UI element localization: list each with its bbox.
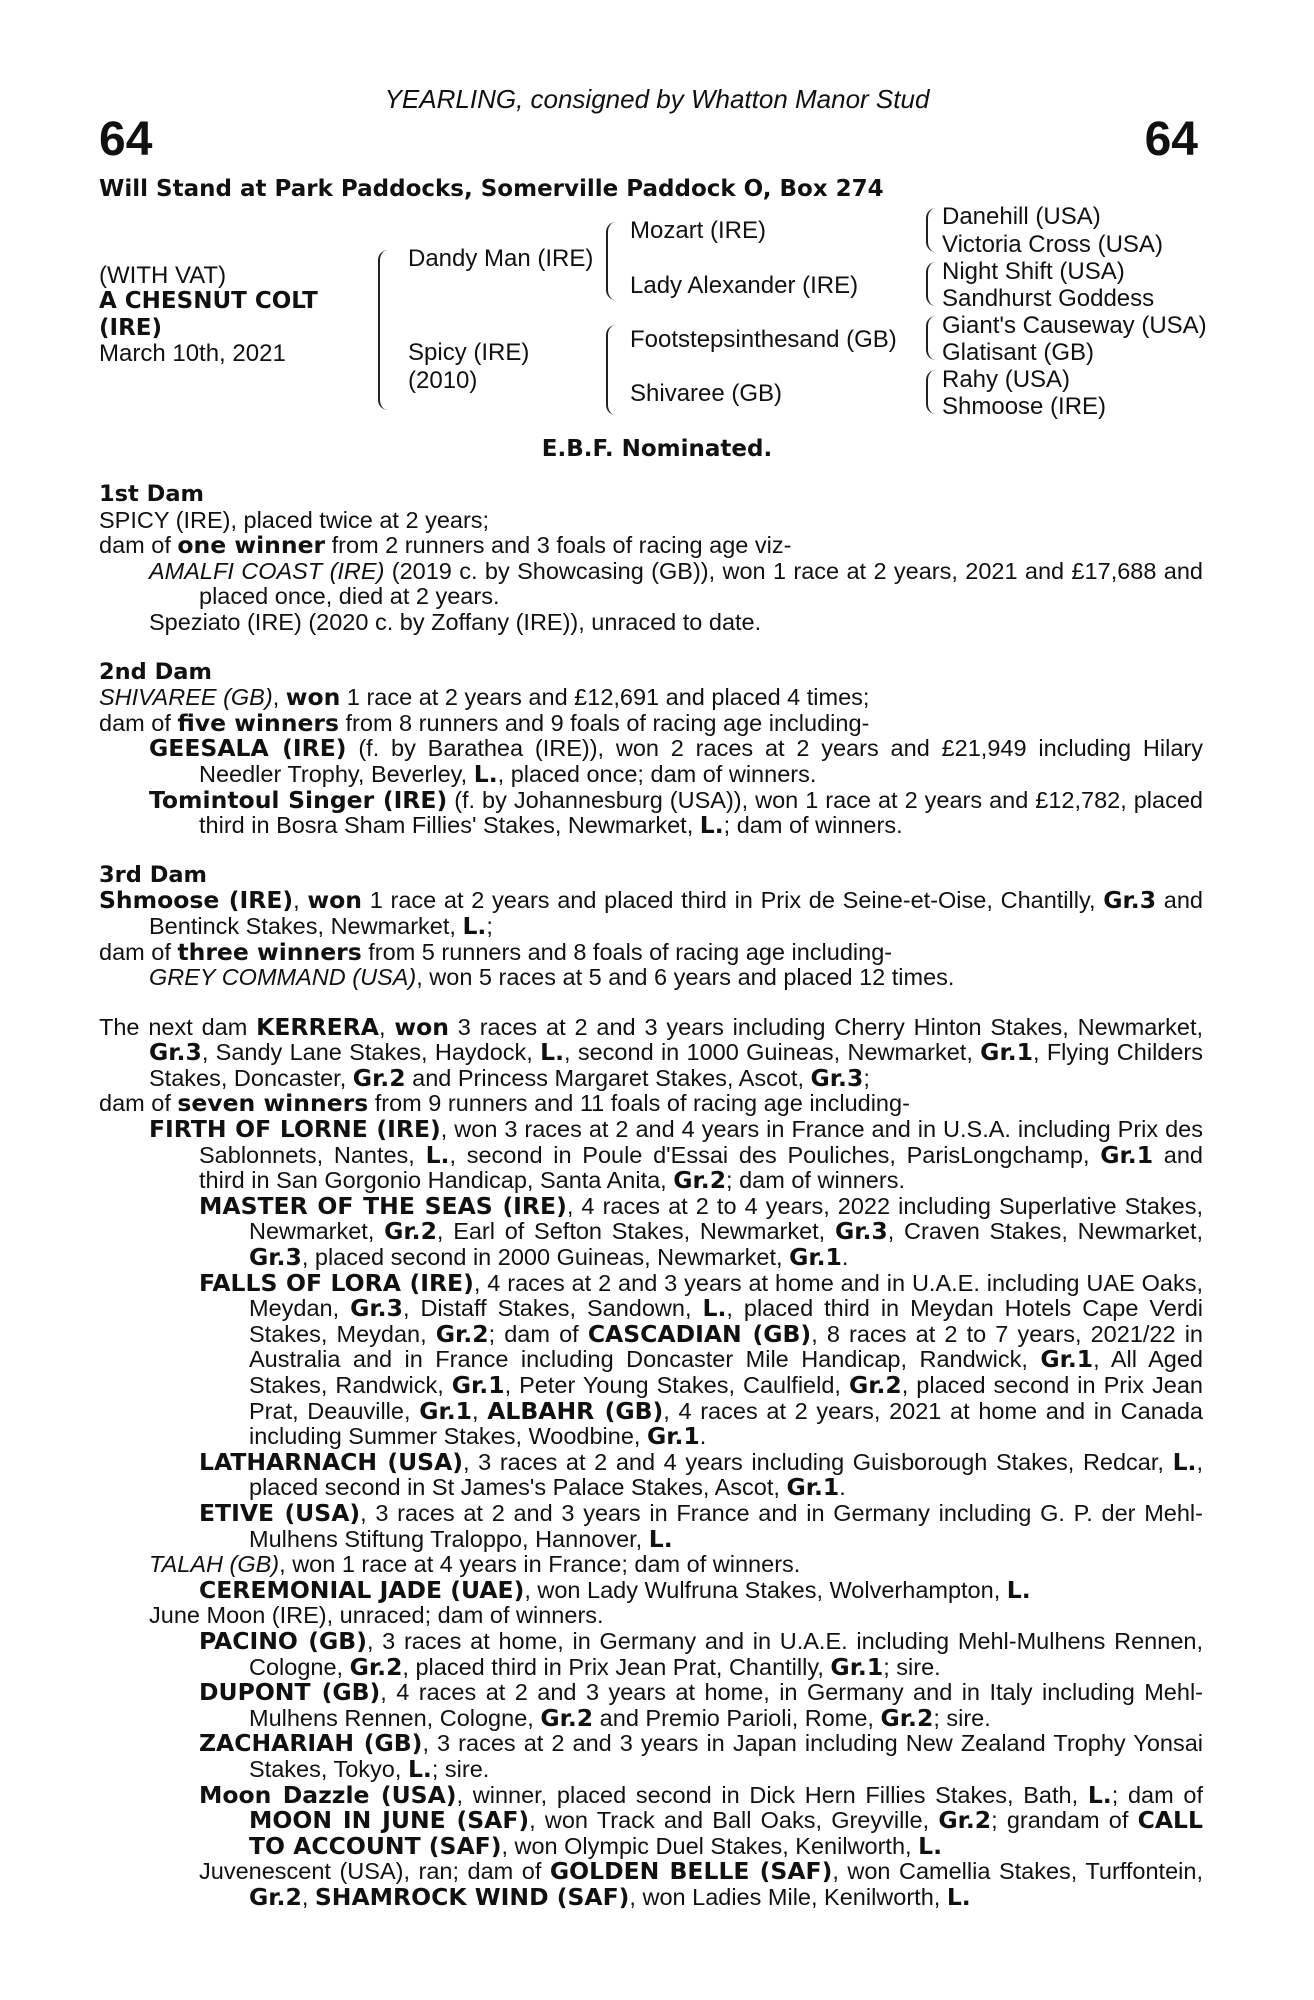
produce-moon-dazzle: Moon Dazzle (USA), winner, placed second in Dick Hern Fillies Stakes, Bath, L.; dam of MOON IN JUNE (SAF), won Track and Ball Oaks, Greyville, Gr.2; grandam of CALL TO ACCOUNT (SAF), won Olympic Duel Stakes, Kenilworth, L.: [199, 1780, 1203, 1860]
produce-grey-command: GREY COMMAND (USA), won 5 races at 5 and 6 years and placed 12 times.: [149, 964, 955, 991]
dam-dam: Shivaree (GB): [630, 380, 783, 407]
produce-geesala: GEESALA (IRE) (f. by Barathea (IRE)), won 2 races at 2 years and £21,949 including Hilary Needler Trophy, Beverley, L., placed once; dam of winners.: [149, 734, 1203, 788]
third-dam-produce: dam of three winners from 5 runners and 8 foals of racing age including-: [99, 937, 893, 966]
vat-note: (WITH VAT): [99, 262, 227, 289]
produce-firth-of-lorne: FIRTH OF LORNE (IRE), won 3 races at 2 and 4 years in France and in U.S.A. including Prix des Sablonnets, Nantes, L., second in Poule d'Essai des Pouliches, ParisLongchamp, Gr.1 and third in San Gorgonio Handicap, Santa Anita, Gr.2; dam of winners.: [149, 1115, 1204, 1195]
next-dam-line: The next dam KERRERA, won 3 races at 2 and 3 years including Cherry Hinton Stakes, Newmarket, Gr.3, Sandy Lane Stakes, Haydock, L., second in 1000 Guineas, Newmarket, Gr.1, Flying Childers Stakes, Doncaster, Gr.2 and Princess Margaret Stakes, Ascot, Gr.3;: [99, 1012, 1204, 1092]
ebf-nominated: E.B.F. Nominated.: [541, 436, 773, 462]
third-dam-heading: 3rd Dam: [99, 861, 207, 888]
ssd: Victoria Cross (USA): [942, 231, 1163, 258]
produce-ceremonial-jade: CEREMONIAL JADE (UAE), won Lady Wulfruna Stakes, Wolverhampton, L.: [199, 1575, 1031, 1604]
consignment-line: YEARLING, consigned by Whatton Manor Stud: [384, 84, 930, 114]
brace-sire: [606, 222, 618, 300]
third-dam-line: Shmoose (IRE), won 1 race at 2 years and placed third in Prix de Seine-et-Oise, Chantilly, Gr.3 and Bentinck Stakes, Newmarket, L.;: [99, 886, 1203, 940]
dsd: Glatisant (GB): [942, 339, 1095, 366]
foaling-date: March 10th, 2021: [99, 340, 286, 367]
dam-sire: Footstepsinthesand (GB): [630, 326, 897, 353]
brace-ds: [926, 316, 936, 360]
produce-speziato: Speziato (IRE) (2020 c. by Zoffany (IRE)), unraced to date.: [149, 608, 762, 635]
produce-latharnach: LATHARNACH (USA), 3 races at 2 and 4 years including Guisborough Stakes, Redcar, L., placed second in St James's Palace Stakes, Ascot, Gr.1.: [199, 1447, 1203, 1502]
second-dam-produce: dam of five winners from 8 runners and 9 foals of racing age including-: [99, 708, 870, 737]
sire-dam: Lady Alexander (IRE): [630, 272, 859, 299]
brace-dam: [606, 325, 618, 415]
produce-dupont: DUPONT (GB), 4 races at 2 and 3 years at home, in Germany and in Italy including Mehl-Mulhens Rennen, Cologne, Gr.2 and Premio Parioli, Rome, Gr.2; sire.: [199, 1678, 1203, 1732]
brace-dd: [926, 370, 936, 414]
dss: Giant's Causeway (USA): [942, 312, 1207, 339]
brace-ss: [926, 208, 936, 252]
ddd: Shmoose (IRE): [942, 393, 1107, 420]
first-dam-heading: 1st Dam: [99, 481, 204, 507]
first-dam-line: SPICY (IRE), placed twice at 2 years;: [99, 506, 490, 533]
sire-sire: Mozart (IRE): [630, 217, 767, 244]
second-dam-heading: 2nd Dam: [99, 658, 212, 685]
next-dam-produce: dam of seven winners from 9 runners and 11 foals of racing age including-: [99, 1089, 910, 1118]
produce-tomintoul: Tomintoul Singer (IRE) (f. by Johannesburg (USA)), won 1 race at 2 years and £12,782, placed third in Bosra Sham Fillies' Stakes, Newmarket, L.; dam of winners.: [149, 785, 1203, 840]
horse-title-2: (IRE): [99, 315, 163, 341]
dam-name: Spicy (IRE): [408, 339, 530, 366]
produce-etive: ETIVE (USA), 3 races at 2 and 3 years in France and in Germany including G. P. der Mehl-Mulhens Stiftung Traloppo, Hannover, L.: [199, 1498, 1203, 1553]
dds: Rahy (USA): [942, 366, 1071, 393]
produce-falls-of-lora: FALLS OF LORA (IRE), 4 races at 2 and 3 years at home and in U.A.E. including UAE Oaks, Meydan, Gr.3, Distaff Stakes, Sandown, L., placed third in Meydan Hotels Cape Verdi Stakes, Meydan, Gr.2; dam of CASCADIAN (GB), 8 races at 2 to 7 years, 2021/22 in Australia and in France including Doncaster Mile Handicap, Randwick, Gr.1, All Aged Stakes, Randwick, Gr.1, Peter Young Stakes, Caulfield, Gr.2, placed second in Prix Jean Prat, Deauville, Gr.1, ALBAHR (GB), 4 races at 2 years, 2021 at home and in Canada including Summer Stakes, Woodbine, Gr.1.: [199, 1268, 1203, 1451]
brace-sd: [926, 262, 936, 306]
produce-juvenescent: Juvenescent (USA), ran; dam of GOLDEN BELLE (SAF), won Camellia Stakes, Turffontein, Gr.2, SHAMROCK WIND (SAF), won Ladies Mile, Kenilworth, L.: [199, 1857, 1203, 1911]
produce-pacino: PACINO (GB), 3 races at home, in Germany and in U.A.E. including Mehl-Mulhens Rennen, Cologne, Gr.2, placed third in Prix Jean Prat, Chantilly, Gr.1; sire.: [199, 1626, 1203, 1681]
sds: Night Shift (USA): [942, 258, 1125, 285]
produce-zachariah: ZACHARIAH (GB), 3 races at 2 and 3 years in Japan including New Zealand Trophy Yonsai Stakes, Tokyo, L.; sire.: [199, 1729, 1204, 1783]
sss: Danehill (USA): [942, 203, 1101, 230]
catalogue-body: [99, 482, 1203, 1910]
produce-june-moon: June Moon (IRE), unraced; dam of winners.: [149, 1602, 604, 1629]
lot-number-right: 64: [1144, 113, 1198, 166]
sire: Dandy Man (IRE): [408, 245, 594, 272]
first-dam-produce: dam of one winner from 2 runners and 3 foals of racing age viz-: [99, 531, 792, 560]
sdd: Sandhurst Goddess: [942, 285, 1155, 312]
second-dam-line: SHIVAREE (GB), won 1 race at 2 years and £12,691 and placed 4 times;: [99, 683, 870, 712]
stand-location: Will Stand at Park Paddocks, Somerville Paddock O, Box 274: [99, 176, 884, 202]
produce-talah: TALAH (GB), won 1 race at 4 years in France; dam of winners.: [149, 1551, 801, 1578]
produce-amalfi: AMALFI COAST (IRE) (2019 c. by Showcasing (GB)), won 1 race at 2 years, 2021 and £17,688 and placed once, died at 2 years.: [149, 557, 1204, 610]
horse-title-1: A CHESNUT COLT: [99, 288, 318, 314]
brace-main: [378, 250, 392, 410]
lot-number-left: 64: [99, 113, 153, 166]
produce-master-of-the-seas: MASTER OF THE SEAS (IRE), 4 races at 2 to 4 years, 2022 including Superlative Stakes, Newmarket, Gr.2, Earl of Sefton Stakes, Newmarket, Gr.3, Craven Stakes, Newmarket, Gr.3, placed second in 2000 Guineas, Newmarket, Gr.1.: [199, 1191, 1204, 1272]
dam-year: (2010): [408, 367, 478, 394]
